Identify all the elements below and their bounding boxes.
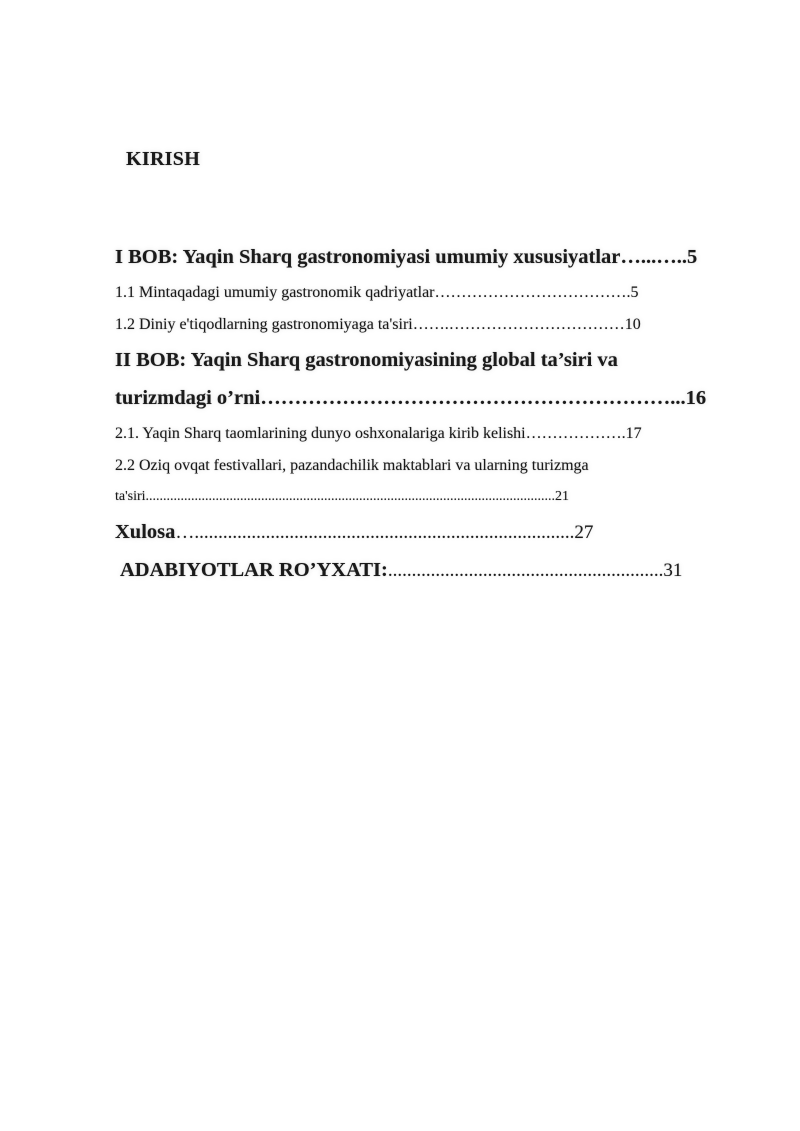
toc-section-2-2-line-2: ta'siri.....................................................................................................................21	[115, 489, 570, 504]
toc-chapter-1: I BOB: Yaqin Sharq gastronomiyasi umumiy xususiyatlar…...…..5	[115, 246, 698, 268]
toc-references-dots: ..........................................................31	[387, 560, 683, 581]
toc-conclusion	[115, 521, 593, 544]
toc-chapter-2-line-2: turizmdagi o’rni……………………………………………………...16	[115, 387, 707, 409]
toc-references	[120, 559, 682, 582]
toc-conclusion-dots: …................................................................................27	[175, 522, 594, 543]
toc-section-1-1: 1.1 Mintaqadagi umumiy gastronomik qadriyatlar……………………………….5	[115, 284, 639, 301]
toc-section-2-1: 2.1. Yaqin Sharq taomlarining dunyo oshxonalariga kirib kelishi……………….17	[115, 425, 642, 442]
toc-conclusion-label: Xulosa	[115, 521, 176, 543]
toc-references-label: ADABIYOTLAR RO’YXATI:	[120, 559, 388, 581]
toc-chapter-2-line-1: II BOB: Yaqin Sharq gastronomiyasining global ta’siri va	[115, 349, 618, 371]
toc-intro-heading: KIRISH	[126, 148, 201, 170]
toc-section-2-2-line-1: 2.2 Oziq ovqat festivallari, pazandachilik maktablari va ularning turizmga	[115, 457, 589, 474]
toc-section-1-2: 1.2 Diniy e'tiqodlarning gastronomiyaga ta'siri…….……………………………10	[115, 316, 641, 333]
